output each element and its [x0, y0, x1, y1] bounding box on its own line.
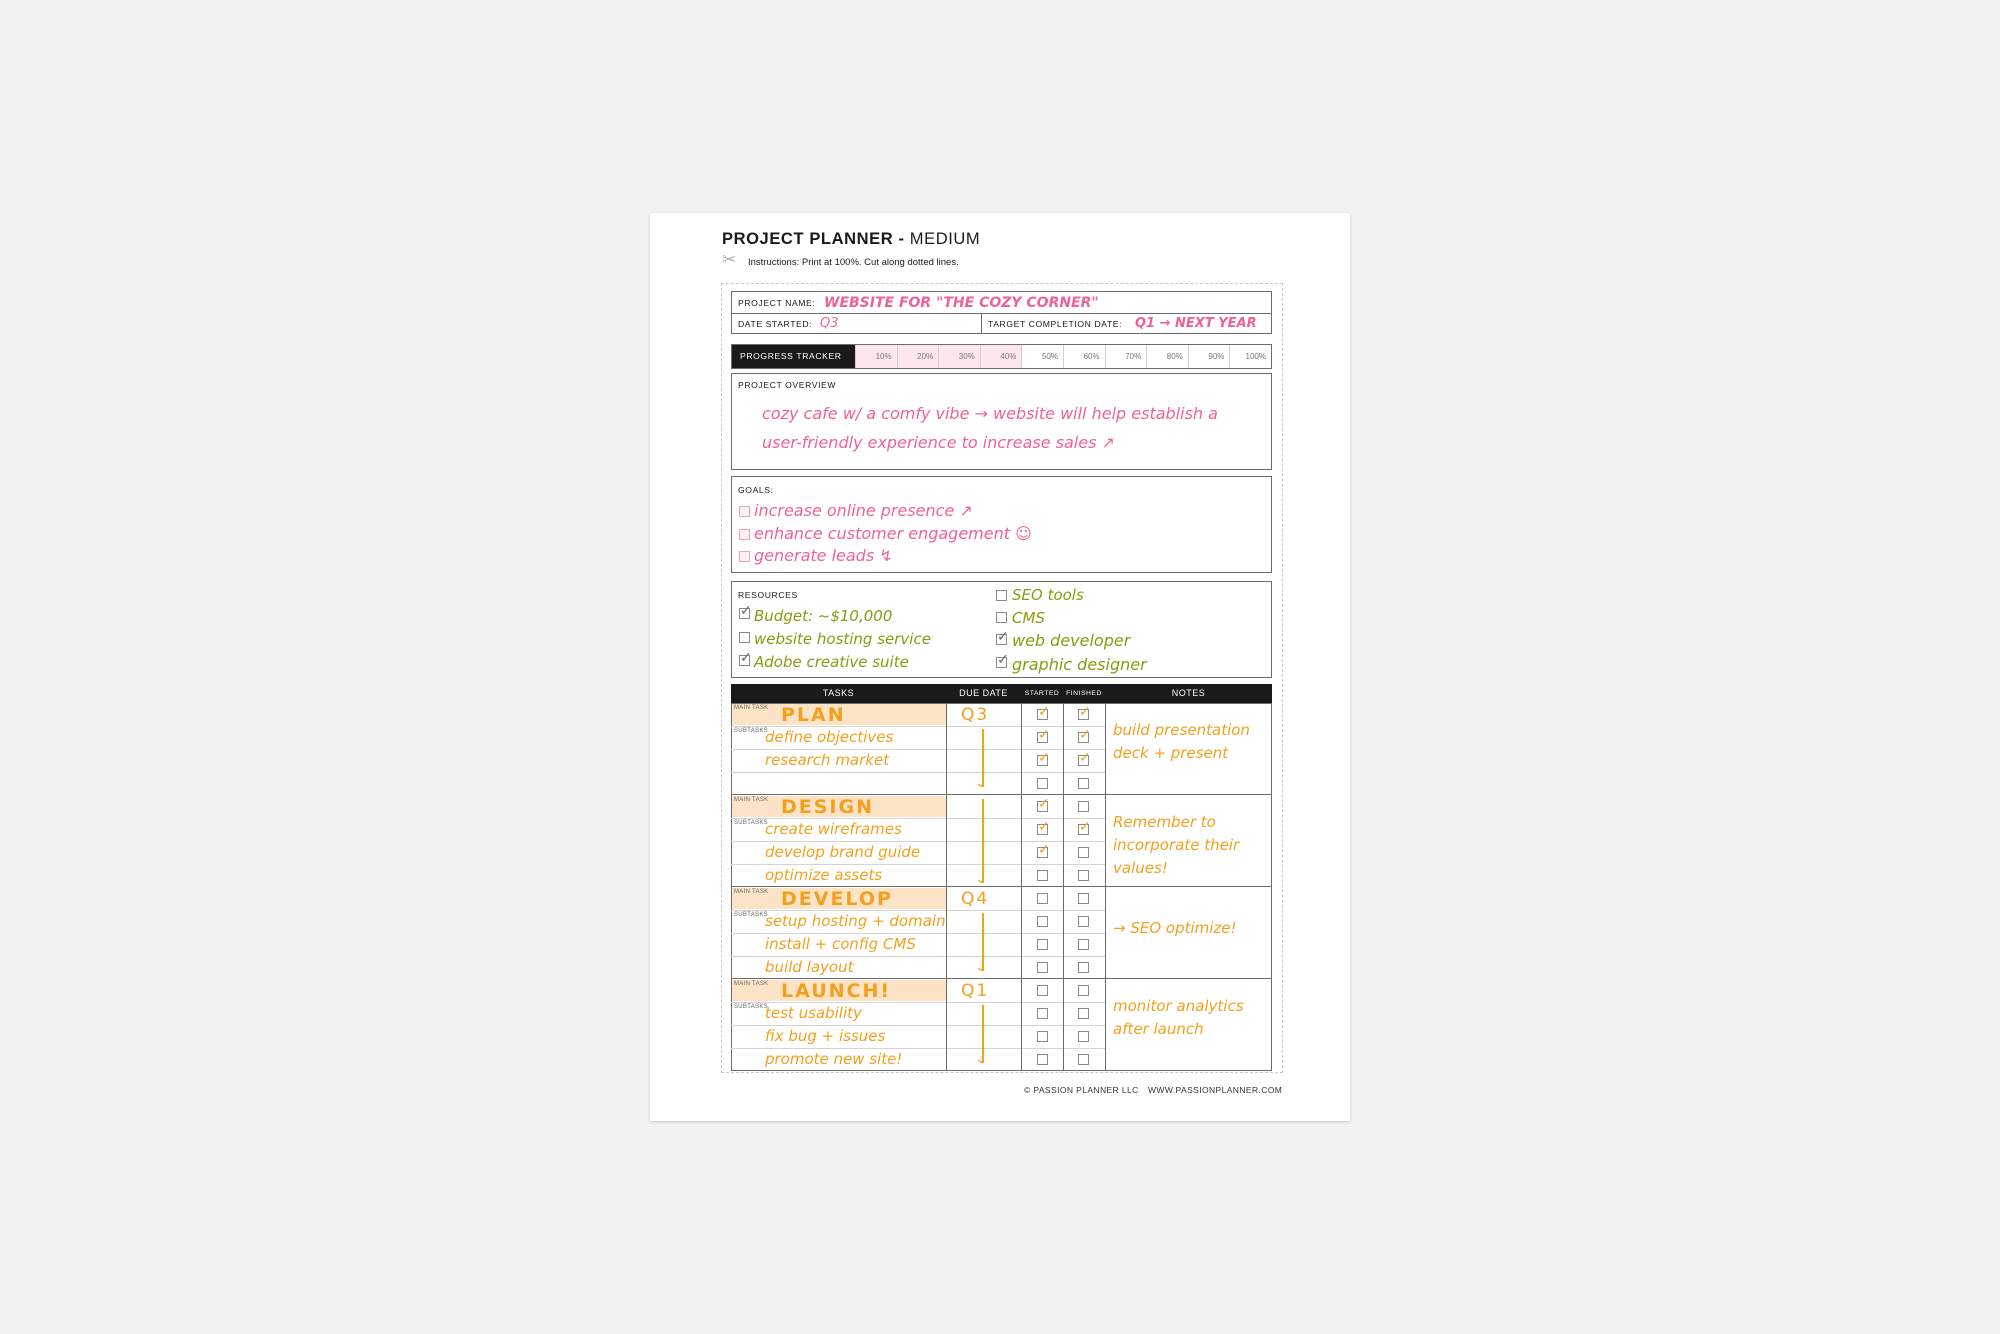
subtask-text[interactable]: optimize assets	[765, 866, 883, 884]
status-checkbox[interactable]	[1037, 1008, 1048, 1019]
project-name-value[interactable]: WEBSITE FOR "THE COZY CORNER"	[824, 295, 1099, 311]
scissors-icon: ✂	[722, 250, 737, 269]
planner-sheet	[650, 213, 1350, 1121]
main-task-name[interactable]: LAUNCH!	[781, 980, 892, 1002]
goal-checkbox[interactable]	[739, 506, 750, 517]
main-task-label: MAIN TASK	[734, 797, 769, 803]
resource-item: website hosting service	[754, 630, 931, 648]
subtask-text[interactable]: research market	[765, 751, 890, 769]
checkmark-icon: ✓	[1038, 726, 1050, 742]
note-text[interactable]: after launch	[1113, 1020, 1204, 1038]
row-line	[731, 956, 1105, 957]
arrow-down-icon: ⌄	[975, 1050, 987, 1066]
tracker-step[interactable]: 70%	[1105, 345, 1147, 368]
col-line	[1021, 795, 1022, 887]
resource-checkbox[interactable]	[996, 590, 1007, 601]
col-line	[1063, 887, 1064, 979]
goal-item: increase online presence ↗	[754, 501, 973, 520]
checkmark-icon: ✓	[1079, 726, 1091, 742]
notes-header: NOTES	[1105, 684, 1272, 703]
tracker-step[interactable]: 50%	[1021, 345, 1063, 368]
note-text[interactable]: → SEO optimize!	[1113, 919, 1237, 937]
checkmark-icon: ✓	[997, 628, 1009, 644]
note-text[interactable]: deck + present	[1113, 744, 1229, 762]
main-task-name[interactable]: DEVELOP	[781, 888, 893, 910]
checkmark-icon: ✓	[1038, 795, 1050, 811]
checkmark-icon: ✓	[997, 651, 1009, 667]
status-checkbox[interactable]	[1078, 962, 1089, 973]
col-line	[946, 795, 947, 887]
note-text[interactable]: monitor analytics	[1113, 997, 1244, 1015]
subtask-text[interactable]: define objectives	[765, 728, 894, 746]
status-checkbox[interactable]	[1078, 847, 1089, 858]
tracker-step[interactable]: 30%	[938, 345, 980, 368]
row-line	[731, 933, 1105, 934]
resource-checkbox[interactable]	[996, 612, 1007, 623]
overview-label: PROJECT OVERVIEW	[738, 380, 837, 390]
note-text[interactable]: Remember to	[1113, 813, 1216, 831]
col-line	[1063, 795, 1064, 887]
checkmark-icon: ✓	[1038, 703, 1050, 719]
status-checkbox[interactable]	[1037, 962, 1048, 973]
tracker-step[interactable]: 80%	[1146, 345, 1188, 368]
main-task-name[interactable]: DESIGN	[781, 796, 875, 818]
divider	[981, 313, 982, 333]
tracker-steps	[855, 345, 1271, 368]
tracker-step[interactable]: 10%	[855, 345, 897, 368]
arrow-down-icon: ⌄	[975, 958, 987, 974]
goal-item: generate leads ↯	[754, 546, 893, 565]
target-date-label: TARGET COMPLETION DATE:	[988, 319, 1123, 329]
status-checkbox[interactable]	[1078, 1054, 1089, 1065]
overview-box	[731, 373, 1272, 470]
tracker-step[interactable]: 20%	[897, 345, 939, 368]
subtasks-label: SUBTASKS	[734, 1004, 768, 1010]
status-checkbox[interactable]	[1037, 893, 1048, 904]
subtask-text[interactable]: build layout	[765, 958, 854, 976]
subtask-text[interactable]: promote new site!	[765, 1050, 903, 1068]
col-line	[1105, 703, 1106, 795]
col-line	[1105, 795, 1106, 887]
status-checkbox[interactable]	[1078, 778, 1089, 789]
resource-item: CMS	[1012, 609, 1045, 627]
subtask-text[interactable]: create wireframes	[765, 820, 902, 838]
note-text[interactable]: incorporate their	[1113, 836, 1240, 854]
page-title	[722, 230, 980, 249]
arrow-down-icon: ⌄	[975, 870, 987, 886]
subtasks-label: SUBTASKS	[734, 728, 768, 734]
resources-box	[731, 581, 1272, 678]
status-checkbox[interactable]	[1078, 939, 1089, 950]
date-started-value[interactable]: Q3	[820, 316, 839, 331]
main-task-label: MAIN TASK	[734, 705, 769, 711]
tracker-step[interactable]: 90%	[1188, 345, 1230, 368]
status-checkbox[interactable]	[1078, 801, 1089, 812]
status-checkbox[interactable]	[1078, 870, 1089, 881]
progress-tracker	[731, 344, 1272, 369]
due-date-value[interactable]: Q1	[961, 981, 990, 1001]
status-checkbox[interactable]	[1037, 985, 1048, 996]
col-line	[946, 887, 947, 979]
tasks-header: TASKS	[731, 684, 946, 703]
row-line	[731, 864, 1105, 865]
due-date-header: DUE DATE	[946, 684, 1021, 703]
status-checkbox[interactable]	[1037, 870, 1048, 881]
divider	[732, 313, 1271, 314]
due-date-value[interactable]: Q4	[961, 889, 990, 909]
subtasks-label: SUBTASKS	[734, 912, 768, 918]
due-date-value[interactable]: Q3	[961, 705, 990, 725]
project-name-label: PROJECT NAME:	[738, 298, 816, 308]
checkmark-icon: ✓	[1079, 703, 1091, 719]
project-info-box	[731, 291, 1272, 334]
col-line	[1021, 887, 1022, 979]
col-line	[1105, 887, 1106, 979]
note-text[interactable]: build presentation	[1113, 721, 1250, 739]
arrow-down-icon: ⌄	[975, 774, 987, 790]
status-checkbox[interactable]	[1078, 916, 1089, 927]
overview-line-2[interactable]: user-friendly experience to increase sales ↗	[762, 433, 1115, 452]
checkmark-icon: ✓	[740, 602, 752, 618]
subtask-text[interactable]: install + config CMS	[765, 935, 916, 953]
checkmark-icon: ✓	[1038, 749, 1050, 765]
row-line	[731, 1048, 1105, 1049]
checkmark-icon: ✓	[740, 649, 752, 665]
col-line	[1063, 979, 1064, 1071]
status-checkbox[interactable]	[1078, 985, 1089, 996]
col-line	[946, 703, 947, 795]
title-light: MEDIUM	[909, 230, 981, 248]
status-checkbox[interactable]	[1037, 916, 1048, 927]
subtask-text[interactable]: develop brand guide	[765, 843, 921, 861]
overview-line-1[interactable]: cozy cafe w/ a comfy vibe → website will help establish a	[762, 404, 1218, 423]
footer-website[interactable]: WWW.PASSIONPLANNER.COM	[1148, 1085, 1283, 1095]
finished-header: FINISHED	[1063, 684, 1105, 703]
checkmark-icon: ✓	[1079, 818, 1091, 834]
row-line	[731, 910, 1105, 911]
col-line	[1021, 979, 1022, 1071]
tracker-step[interactable]: 60%	[1063, 345, 1105, 368]
resources-label: RESOURCES	[738, 590, 798, 600]
status-checkbox[interactable]	[1037, 1054, 1048, 1065]
resource-checkbox[interactable]	[739, 632, 750, 643]
task-table	[731, 703, 1272, 1072]
goal-item: enhance customer engagement ☺	[754, 524, 1032, 543]
subtasks-label: SUBTASKS	[734, 820, 768, 826]
row-line	[731, 772, 1105, 773]
main-task-label: MAIN TASK	[734, 981, 769, 987]
resource-item: Budget: ~$10,000	[754, 607, 893, 625]
resource-item: web developer	[1012, 631, 1131, 650]
status-checkbox[interactable]	[1037, 939, 1048, 950]
resource-item: SEO tools	[1012, 586, 1084, 604]
progress-tracker-label: PROGRESS TRACKER	[732, 345, 855, 368]
resource-item: Adobe creative suite	[754, 653, 909, 671]
main-task-name[interactable]: PLAN	[781, 704, 846, 726]
col-line	[946, 979, 947, 1071]
goals-box	[731, 476, 1272, 573]
status-checkbox[interactable]	[1078, 1008, 1089, 1019]
target-date-value[interactable]: Q1 → NEXT YEAR	[1135, 316, 1257, 331]
goal-checkbox[interactable]	[739, 551, 750, 562]
status-checkbox[interactable]	[1037, 1031, 1048, 1042]
instructions-text: Instructions: Print at 100%. Cut along dotted lines.	[748, 257, 959, 268]
subtask-text[interactable]: test usability	[765, 1004, 862, 1022]
row-line	[731, 1002, 1105, 1003]
status-checkbox[interactable]	[1078, 893, 1089, 904]
col-line	[1063, 703, 1064, 795]
subtask-text[interactable]: fix bug + issues	[765, 1027, 886, 1045]
goal-checkbox[interactable]	[739, 529, 750, 540]
checkmark-icon: ✓	[1038, 841, 1050, 857]
main-task-label: MAIN TASK	[734, 889, 769, 895]
title-bold: PROJECT PLANNER -	[722, 230, 905, 248]
footer-copyright: © PASSION PLANNER LLC	[1024, 1085, 1139, 1095]
date-started-label: DATE STARTED:	[738, 319, 813, 329]
note-text[interactable]: values!	[1113, 859, 1168, 877]
tracker-step[interactable]: 100%	[1229, 345, 1271, 368]
tracker-step[interactable]: 40%	[980, 345, 1022, 368]
goals-label: GOALS:	[738, 485, 774, 495]
col-line	[1105, 979, 1106, 1071]
status-checkbox[interactable]	[1078, 1031, 1089, 1042]
subtask-text[interactable]: setup hosting + domain	[765, 912, 946, 930]
started-header: STARTED	[1021, 684, 1063, 703]
status-checkbox[interactable]	[1037, 778, 1048, 789]
row-line	[731, 1025, 1105, 1026]
checkmark-icon: ✓	[1079, 749, 1091, 765]
checkmark-icon: ✓	[1038, 818, 1050, 834]
resource-item: graphic designer	[1012, 655, 1147, 674]
col-line	[1021, 703, 1022, 795]
